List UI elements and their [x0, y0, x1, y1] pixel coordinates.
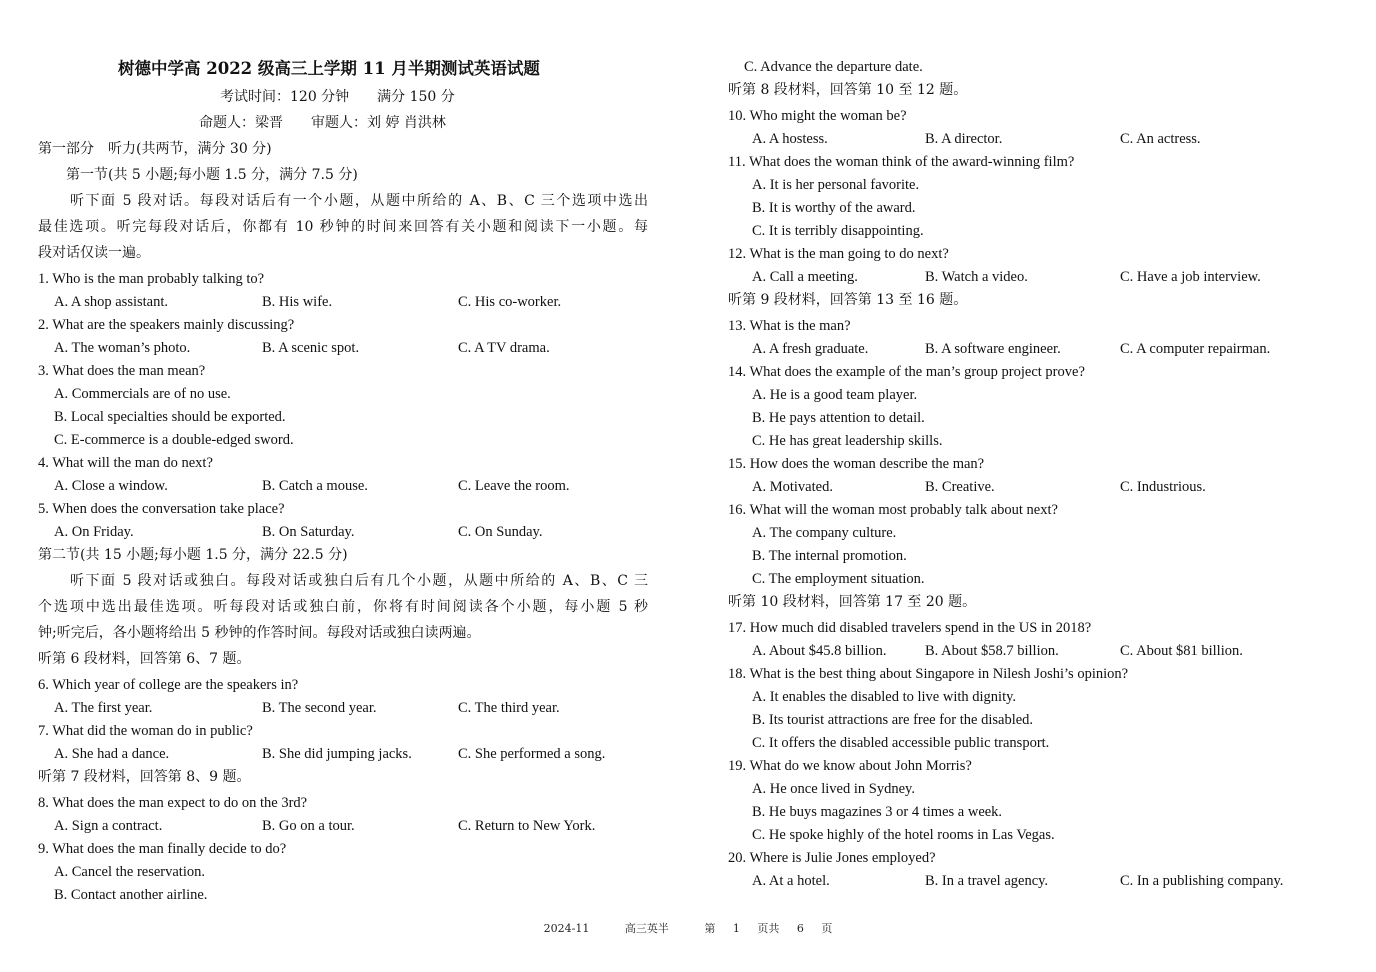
option-a: A. Sign a contract.: [54, 818, 163, 834]
option-a: A. The first year.: [54, 700, 153, 716]
question-stem: 19. What do we know about John Morris?: [728, 758, 972, 774]
option-a: A. A shop assistant.: [54, 294, 168, 310]
question-stem: 3. What does the man mean?: [38, 363, 206, 379]
section1-instructions: 段对话仅读一遍。: [38, 245, 150, 261]
option-a: A. A fresh graduate.: [752, 341, 869, 357]
option-c: C. He has great leadership skills.: [752, 433, 943, 449]
option-b: B. In a travel agency.: [925, 873, 1049, 889]
option-b: B. A scenic spot.: [262, 340, 360, 356]
segment-instruction: 听第 9 段材料，回答第 13 至 16 题。: [728, 292, 968, 308]
option-b: B. His wife.: [262, 294, 333, 310]
option-c: C. Leave the room.: [458, 478, 570, 494]
question-stem: 18. What is the best thing about Singapore in Nilesh Joshi’s opinion?: [728, 666, 1129, 682]
option-b: B. It is worthy of the award.: [752, 200, 916, 216]
question-stem: 16. What will the woman most probably talk about next?: [728, 502, 1058, 518]
option-c: C. Advance the departure date.: [744, 59, 923, 75]
option-c: C. On Sunday.: [458, 524, 543, 540]
question-stem: 7. What did the woman do in public?: [38, 723, 253, 739]
option-c: C. His co-worker.: [458, 294, 562, 310]
option-a: A. Close a window.: [54, 478, 168, 494]
option-c: C. She performed a song.: [458, 746, 606, 762]
option-c: C. In a publishing company.: [1120, 873, 1284, 889]
option-b: B. A director.: [925, 131, 1003, 147]
option-c: C. Have a job interview.: [1120, 269, 1261, 285]
question-stem: 6. Which year of college are the speakers in?: [38, 677, 299, 693]
option-c: C. An actress.: [1120, 131, 1201, 147]
section1-instructions: 最佳选项。听完每段对话后，你都有 10 秒钟的时间来回答有关小题和阅读下一小题。每: [38, 219, 648, 235]
option-b: B. Its tourist attractions are free for the disabled.: [752, 712, 1034, 728]
question-stem: 2. What are the speakers mainly discussing?: [38, 317, 295, 333]
question-stem: 20. Where is Julie Jones employed?: [728, 850, 936, 866]
option-c: C. E-commerce is a double-edged sword.: [54, 432, 294, 448]
option-b: B. On Saturday.: [262, 524, 355, 540]
question-stem: 13. What is the man?: [728, 318, 851, 334]
option-a: A. Commercials are of no use.: [54, 386, 231, 402]
option-a: A. The woman’s photo.: [54, 340, 191, 356]
segment-instruction: 听第 7 段材料，回答第 8、9 题。: [38, 769, 251, 785]
option-b: B. Local specialties should be exported.: [54, 409, 286, 425]
option-b: B. Catch a mouse.: [262, 478, 368, 494]
footer-page-number: 第 1 页共 6 页: [704, 922, 833, 935]
exam-time: 考试时间：120 分钟 满分 150 分: [220, 89, 455, 105]
option-c: C. It is terribly disappointing.: [752, 223, 924, 239]
part1-heading: 第一部分 听力(共两节，满分 30 分): [38, 141, 272, 157]
question-stem: 12. What is the man going to do next?: [728, 246, 949, 262]
question-stem: 17. How much did disabled travelers spend in the US in 2018?: [728, 620, 1092, 636]
option-a: A. On Friday.: [54, 524, 134, 540]
option-a: A. She had a dance.: [54, 746, 170, 762]
option-c: C. The third year.: [458, 700, 560, 716]
option-a: A. Cancel the reservation.: [54, 864, 205, 880]
question-stem: 15. How does the woman describe the man?: [728, 456, 985, 472]
question-stem: 14. What does the example of the man’s group project prove?: [728, 364, 1085, 380]
section2-heading: 第二节(共 15 小题;每小题 1.5 分，满分 22.5 分): [38, 547, 348, 563]
question-stem: 5. When does the conversation take place?: [38, 501, 285, 517]
option-c: C. A TV drama.: [458, 340, 550, 356]
segment-instruction: 听第 6 段材料，回答第 6、7 题。: [38, 651, 251, 667]
option-a: A. It enables the disabled to live with dignity.: [752, 689, 1017, 705]
exam-authors: 命题人：梁晋 审题人：刘 婷 肖洪林: [199, 115, 446, 131]
option-b: B. He buys magazines 3 or 4 times a week.: [752, 804, 1003, 820]
question-stem: 11. What does the woman think of the award-winning film?: [728, 154, 1075, 170]
option-a: A. It is her personal favorite.: [752, 177, 920, 193]
option-b: B. The second year.: [262, 700, 377, 716]
option-c: C. Return to New York.: [458, 818, 596, 834]
option-b: B. She did jumping jacks.: [262, 746, 412, 762]
segment-instruction: 听第 8 段材料，回答第 10 至 12 题。: [728, 82, 968, 98]
option-a: A. Call a meeting.: [752, 269, 858, 285]
option-b: B. Go on a tour.: [262, 818, 355, 834]
option-a: A. About $45.8 billion.: [752, 643, 887, 659]
option-b: B. The internal promotion.: [752, 548, 907, 564]
option-a: A. At a hotel.: [752, 873, 830, 889]
question-stem: 4. What will the man do next?: [38, 455, 213, 471]
option-c: C. It offers the disabled accessible public transport.: [752, 735, 1050, 751]
option-b: B. Watch a video.: [925, 269, 1028, 285]
question-stem: 9. What does the man finally decide to do?: [38, 841, 287, 857]
footer-subject: 高三英半: [624, 922, 669, 935]
section1-heading: 第一节(共 5 小题;每小题 1.5 分，满分 7.5 分): [66, 167, 358, 183]
option-c: C. The employment situation.: [752, 571, 925, 587]
option-a: A. The company culture.: [752, 525, 897, 541]
option-b: B. Contact another airline.: [54, 887, 208, 903]
option-a: A. A hostess.: [752, 131, 828, 147]
option-b: B. Creative.: [925, 479, 995, 495]
question-stem: 10. Who might the woman be?: [728, 108, 907, 124]
segment-instruction: 听第 10 段材料，回答第 17 至 20 题。: [728, 594, 977, 610]
section2-instructions: 钟;听完后，各小题将给出 5 秒钟的作答时间。每段对话或独白读两遍。: [38, 625, 481, 641]
section2-instructions: 个选项中选出最佳选项。听每段对话或独白前，你将有时间阅读各个小题，每小题 5 秒: [38, 599, 648, 615]
option-a: A. He once lived in Sydney.: [752, 781, 915, 797]
option-c: C. Industrious.: [1120, 479, 1206, 495]
option-b: B. A software engineer.: [925, 341, 1061, 357]
option-b: B. About $58.7 billion.: [925, 643, 1059, 659]
page-title: 树德中学高 2022 级高三上学期 11 月半期测试英语试题: [118, 59, 540, 78]
section1-instructions: 听下面 5 段对话。每段对话后有一个小题，从题中所给的 A、B、C 三个选项中选出: [70, 193, 648, 209]
option-c: C. About $81 billion.: [1120, 643, 1243, 659]
section2-instructions: 听下面 5 段对话或独白。每段对话或独白后有几个小题，从题中所给的 A、B、C 三: [70, 573, 648, 589]
option-a: A. Motivated.: [752, 479, 833, 495]
option-c: C. A computer repairman.: [1120, 341, 1271, 357]
option-b: B. He pays attention to detail.: [752, 410, 925, 426]
page-footer: [0, 920, 1376, 936]
footer-date: 2024-11: [543, 922, 590, 935]
option-a: A. He is a good team player.: [752, 387, 918, 403]
question-stem: 1. Who is the man probably talking to?: [38, 271, 265, 287]
option-c: C. He spoke highly of the hotel rooms in Las Vegas.: [752, 827, 1055, 843]
question-stem: 8. What does the man expect to do on the 3rd?: [38, 795, 308, 811]
